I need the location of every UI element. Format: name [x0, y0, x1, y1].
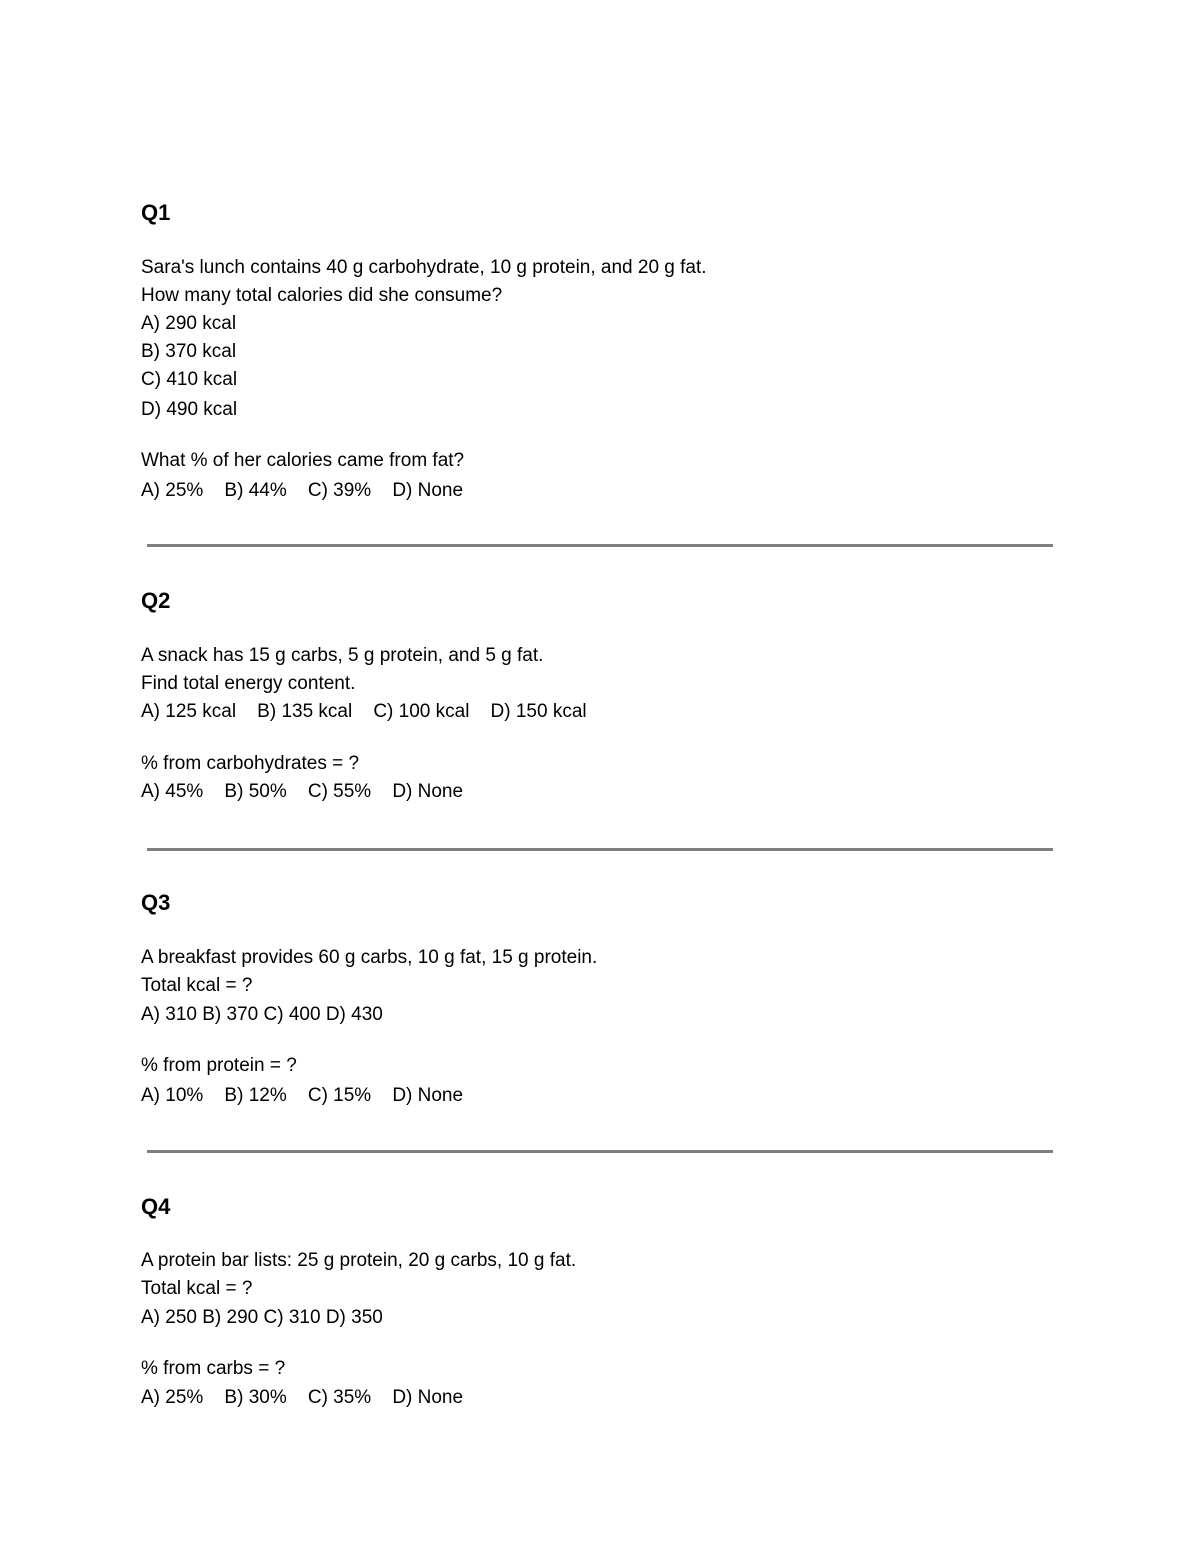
question-1-title: Q1 [141, 200, 171, 225]
question-3-title: Q3 [141, 890, 171, 915]
question-1-option-b: B) 370 kcal [141, 341, 237, 362]
question-4-subquestion: % from carbs = ? [141, 1358, 286, 1379]
question-3-text: A breakfast provides 60 g carbs, 10 g fat, 15 g protein. [141, 947, 598, 968]
section-divider [147, 1150, 1053, 1153]
question-2-subquestion: % from carbohydrates = ? [141, 753, 360, 774]
question-2-prompt: Find total energy content. [141, 673, 356, 694]
question-2-text: A snack has 15 g carbs, 5 g protein, and 5 g fat. [141, 645, 544, 666]
question-1-prompt: How many total calories did she consume? [141, 285, 503, 306]
question-4-prompt: Total kcal = ? [141, 1278, 253, 1299]
question-4-text: A protein bar lists: 25 g protein, 20 g carbs, 10 g fat. [141, 1250, 577, 1271]
question-1-option-c: C) 410 kcal [141, 369, 238, 390]
question-2-sub-options: A) 45% B) 50% C) 55% D) None [141, 781, 464, 802]
question-1-sub-options: A) 25% B) 44% C) 39% D) None [141, 480, 464, 501]
question-1-text: Sara's lunch contains 40 g carbohydrate, 10 g protein, and 20 g fat. [141, 257, 707, 278]
question-3-sub-options: A) 10% B) 12% C) 15% D) None [141, 1085, 464, 1106]
question-4-options: A) 250 B) 290 C) 310 D) 350 [141, 1307, 383, 1328]
question-2-title: Q2 [141, 588, 171, 613]
question-1-option-d: D) 490 kcal [141, 399, 238, 420]
section-divider [147, 848, 1053, 851]
question-4-sub-options: A) 25% B) 30% C) 35% D) None [141, 1387, 464, 1408]
question-4-title: Q4 [141, 1194, 171, 1219]
section-divider [147, 544, 1053, 547]
question-1-subquestion: What % of her calories came from fat? [141, 450, 465, 471]
question-3-prompt: Total kcal = ? [141, 975, 253, 996]
question-3-options: A) 310 B) 370 C) 400 D) 430 [141, 1004, 383, 1025]
question-2-options: A) 125 kcal B) 135 kcal C) 100 kcal D) 150 kcal [141, 701, 587, 722]
question-3-subquestion: % from protein = ? [141, 1055, 297, 1076]
question-1-option-a: A) 290 kcal [141, 313, 237, 334]
